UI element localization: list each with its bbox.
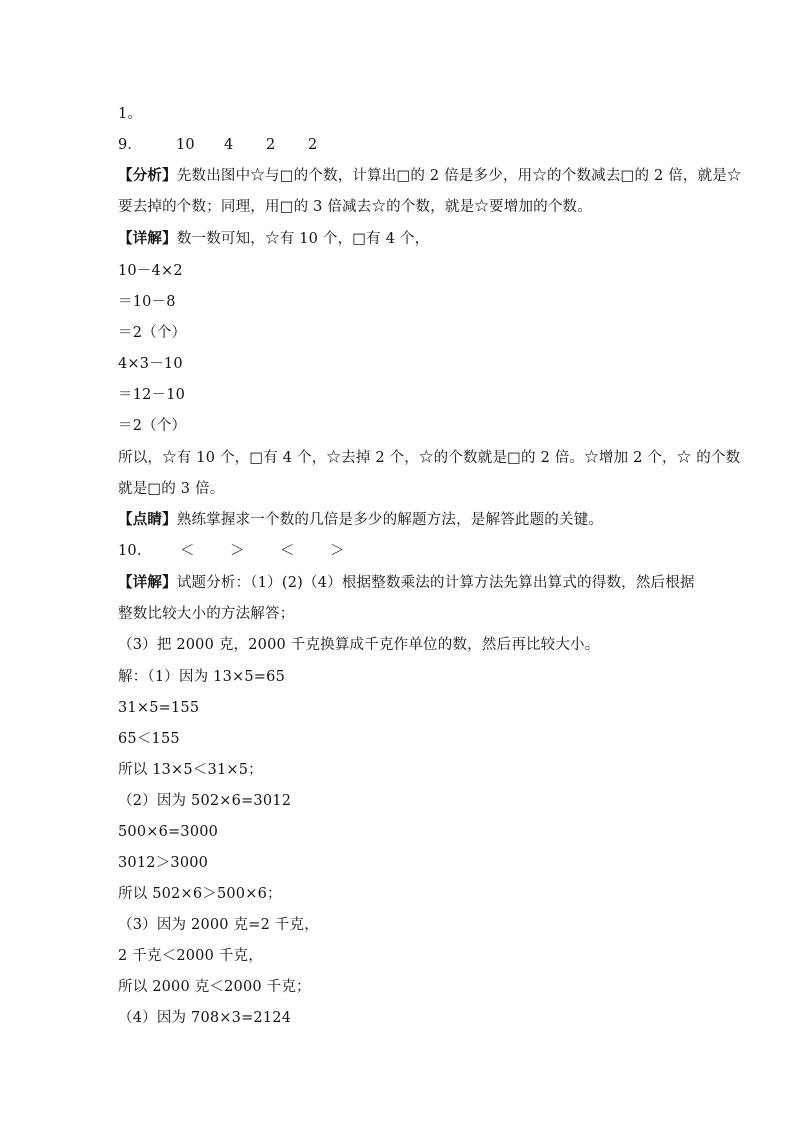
detail-text: 数一数可知，☆有 10 个，□有 4 个， [176, 231, 430, 247]
q9-conclusion-line-1: 所以，☆有 10 个，□有 4 个，☆去掉 2 个，☆的个数就是□的 2 倍。☆增加 2 个，☆ 的个数 [118, 450, 741, 466]
q10-detail-line-3: （3）把 2000 克，2000 千克换算成千克作单位的数，然后再比较大小。 [118, 637, 600, 653]
q10-solution-4: 所以 13×5＜31×5； [118, 762, 263, 778]
q9-analysis-line-1 [118, 166, 742, 186]
q9-conclusion-line-2: 就是□的 3 倍。 [118, 481, 225, 497]
q9-answer-3: 2 [266, 137, 276, 153]
q10-answer-4: ＞ [330, 543, 345, 559]
q10-detail-line-2: 整数比较大小的方法解答； [118, 606, 295, 622]
analysis-tag: 【分析】 [118, 167, 177, 184]
analysis-text-1: 先数出图中☆与□的个数，计算出□的 2 倍是多少，用☆的个数减去□的 2 倍，就是☆ [176, 168, 742, 184]
q10-solution-9: （3）因为 2000 克=2 千克， [118, 917, 319, 933]
q9-calc-4: 4×3－10 [118, 356, 183, 372]
q10-solution-3: 65＜155 [118, 731, 180, 747]
tip-tag: 【点睛】 [118, 511, 177, 528]
q9-answer-4: 2 [308, 137, 318, 153]
q10-solution-6: 500×6=3000 [118, 824, 219, 840]
q10-detail-text-1: 试题分析：（1）(2)（4）根据整数乘法的计算方法先算出算式的得数，然后根据 [176, 575, 695, 591]
q10-solution-1: 解：（1）因为 13×5=65 [118, 669, 286, 685]
q10-answer-2: ＞ [230, 543, 245, 559]
q9-calc-3: ＝2（个） [118, 325, 187, 341]
q9-detail-line [118, 229, 429, 249]
q9-answer-1: 10 [176, 137, 195, 153]
q8-answer-tail: 1。 [118, 106, 143, 122]
q10-solution-10: 2 千克＜2000 千克， [118, 948, 263, 964]
q9-calc-2: ＝10－8 [118, 294, 176, 310]
q10-detail-tag: 【详解】 [118, 574, 177, 591]
q10-solution-7: 3012＞3000 [118, 855, 209, 871]
q10-detail-line-1 [118, 573, 695, 593]
q9-calc-6: ＝2（个） [118, 418, 187, 434]
q10-solution-12: （4）因为 708×3=2124 [118, 1010, 292, 1026]
q10-answer-3: ＜ [280, 543, 295, 559]
q9-calc-5: ＝12－10 [118, 387, 186, 403]
q10-solution-8: 所以 502×6＞500×6； [118, 886, 282, 902]
q9-answer-row [118, 135, 317, 155]
tip-text: 熟练掌握求一个数的几倍是多少的解题方法，是解答此题的关键。 [176, 512, 604, 528]
q10-solution-11: 所以 2000 克＜2000 千克； [118, 979, 311, 995]
q9-calc-1: 10－4×2 [118, 263, 183, 279]
q10-solution-5: （2）因为 502×6=3012 [118, 793, 292, 809]
q9-analysis-line-2: 要去掉的个数；同理，用□的 3 倍减去☆的个数，就是☆要增加的个数。 [118, 199, 592, 215]
q9-number: 9． [118, 137, 143, 153]
q10-answer-row [118, 541, 345, 561]
q9-answer-2: 4 [224, 137, 234, 153]
q10-number: 10． [118, 543, 152, 559]
detail-tag: 【详解】 [118, 230, 177, 247]
q9-tip-line [118, 510, 603, 530]
q10-answer-1: ＜ [180, 543, 195, 559]
q10-solution-2: 31×5=155 [118, 700, 200, 716]
